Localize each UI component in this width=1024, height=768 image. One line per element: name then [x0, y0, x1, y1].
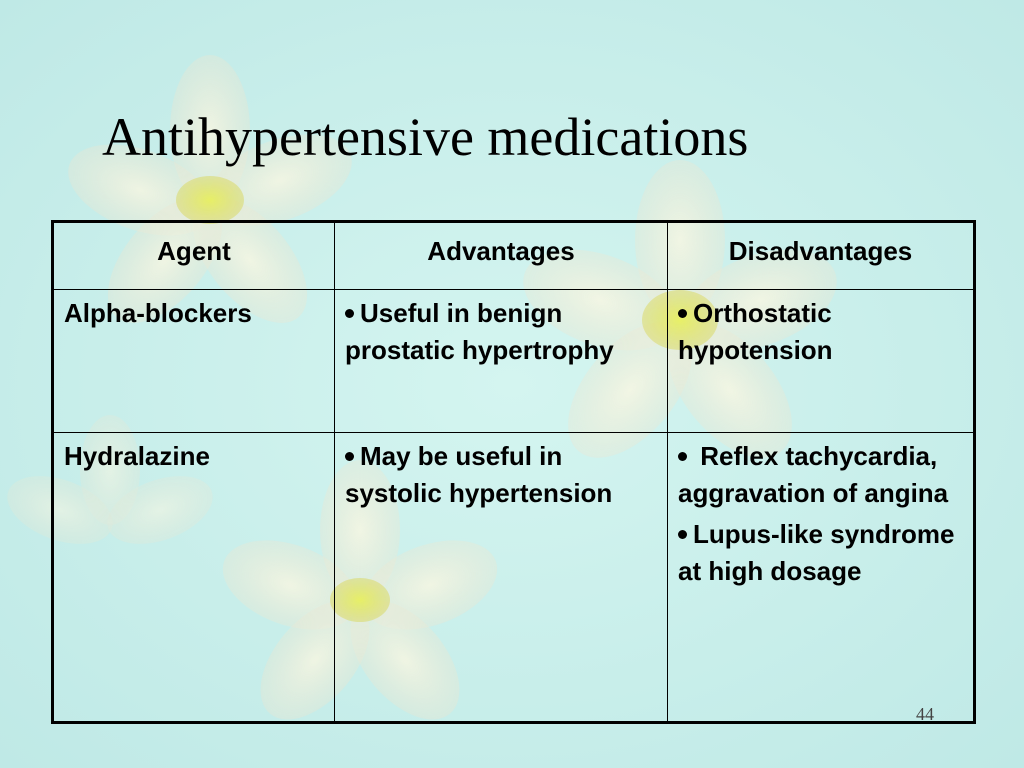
slide-title: Antihypertensive medications [102, 107, 749, 167]
table-row [53, 290, 975, 433]
agent-cell [53, 433, 335, 723]
disadvantage-text: Orthostatic hypotension [678, 298, 833, 365]
list-item [678, 516, 963, 590]
advantages-cell [335, 290, 668, 433]
advantage-text: May be useful in systolic hypertension [345, 441, 613, 508]
disadvantages-cell [668, 433, 975, 723]
header-advantages: Advantages [335, 222, 668, 290]
bullet-icon [678, 452, 687, 461]
bullet-icon [678, 530, 687, 539]
list-item [678, 295, 963, 369]
agent-name: Hydralazine [64, 441, 210, 471]
disadvantage-text: Reflex tachycardia, aggravation of angina [678, 441, 949, 508]
advantage-text: Useful in benign prostatic hypertrophy [345, 298, 614, 365]
header-agent: Agent [53, 222, 335, 290]
header-disadvantages: Disadvantages [668, 222, 975, 290]
medications-table [51, 220, 976, 724]
advantages-cell [335, 433, 668, 723]
bullet-icon [678, 309, 687, 318]
page-number: 44 [916, 704, 934, 724]
list-item [345, 295, 657, 369]
table-row [53, 433, 975, 723]
agent-name: Alpha-blockers [64, 298, 252, 328]
list-item [678, 438, 963, 512]
list-item [345, 438, 657, 512]
disadvantages-cell [668, 290, 975, 433]
bullet-icon [345, 452, 354, 461]
table-header-row [53, 222, 975, 290]
disadvantage-text: Lupus-like syndrome at high dosage [678, 519, 955, 586]
bullet-icon [345, 309, 354, 318]
agent-cell [53, 290, 335, 433]
